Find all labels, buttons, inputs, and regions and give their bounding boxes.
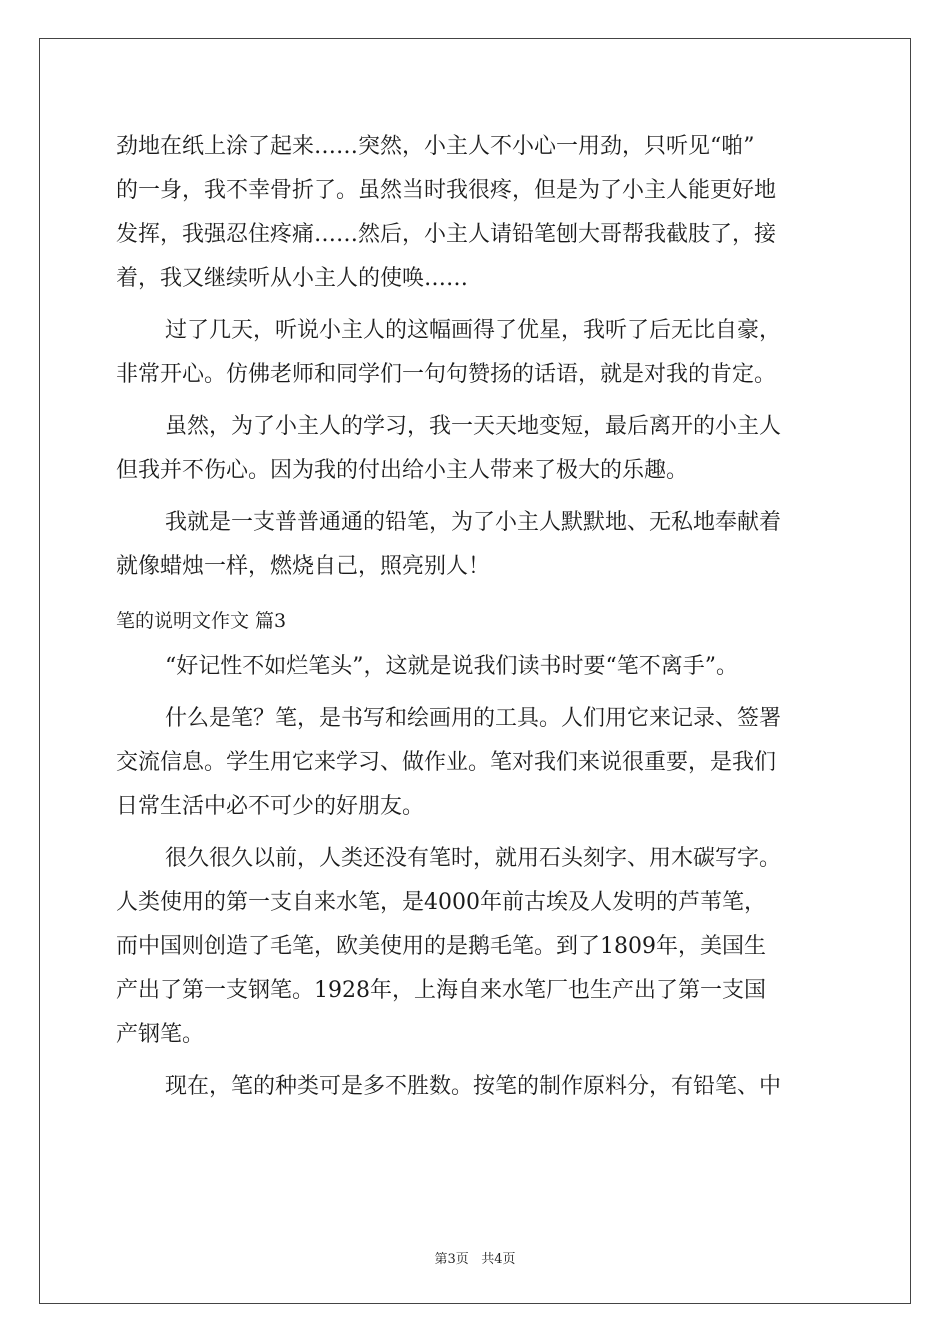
page-total: 共4页 [481, 1252, 516, 1267]
paragraph-gap [116, 1057, 836, 1065]
text-line: 产出了第一支钢笔。1928年，上海自来水笔厂也生产出了第一支国 [116, 978, 766, 1003]
text-line: 产钢笔。 [116, 1022, 205, 1047]
text-line: 的一身，我不幸骨折了。虽然当时我很疼，但是为了小主人能更好地 [116, 178, 777, 203]
paragraph-gap [116, 301, 836, 309]
paragraph [116, 125, 836, 301]
paragraph [116, 405, 836, 493]
essay-part-3 [116, 645, 836, 1117]
text-line: 但我并不伤心。因为我的付出给小主人带来了极大的乐趣。 [116, 458, 689, 483]
text-line: 很久很久以前，人类还没有笔时，就用石头刻字、用木碳写字。 [165, 846, 782, 871]
text-line: 着，我又继续听从小主人的使唤…… [116, 266, 469, 291]
text-line: 劲地在纸上涂了起来……突然，小主人不小心一用劲，只听见“啪” [116, 134, 755, 159]
text-line: 现在，笔的种类可是多不胜数。按笔的制作原料分，有铅笔、中 [165, 1074, 782, 1099]
paragraph-gap [116, 689, 836, 697]
paragraph [116, 1065, 836, 1109]
text-line: 我就是一支普普通通的铅笔，为了小主人默默地、无私地奉献着 [165, 510, 782, 535]
text-line: 什么是笔？笔，是书写和绘画用的工具。人们用它来记录、签署 [165, 706, 782, 731]
paragraph [116, 501, 836, 589]
paragraph [116, 697, 836, 829]
section-title: 笔的说明文作文 篇3 [116, 610, 287, 632]
paragraph-gap [116, 589, 836, 597]
paragraph [116, 309, 836, 397]
text-line: 过了几天，听说小主人的这幅画得了优星，我听了后无比自豪， [165, 318, 782, 343]
text-line: 发挥，我强忍住疼痛……然后，小主人请铅笔刨大哥帮我截肢了，接 [116, 222, 777, 247]
text-line: 人类使用的第一支自来水笔，是4000年前古埃及人发明的芦苇笔， [116, 890, 766, 915]
page-footer [0, 1248, 950, 1267]
paragraph [116, 645, 836, 689]
text-line: “好记性不如烂笔头”，这就是说我们读书时要“笔不离手”。 [165, 654, 738, 679]
text-line: 交流信息。学生用它来学习、做作业。笔对我们来说很重要，是我们 [116, 750, 777, 775]
paragraph-gap [116, 493, 836, 501]
document-body [116, 125, 836, 1117]
text-line: 日常生活中必不可少的好朋友。 [116, 794, 425, 819]
text-line: 而中国则创造了毛笔，欧美使用的是鹅毛笔。到了1809年，美国生 [116, 934, 766, 959]
text-line: 虽然，为了小主人的学习，我一天天地变短，最后离开的小主人 [165, 414, 782, 439]
paragraph-gap [116, 1109, 836, 1117]
page-number: 第3页 [434, 1252, 469, 1267]
essay-part-2-ending [116, 125, 836, 597]
text-line: 就像蜡烛一样，燃烧自己，照亮别人！ [116, 554, 491, 579]
paragraph-gap [116, 397, 836, 405]
text-line: 非常开心。仿佛老师和同学们一句句赞扬的话语，就是对我的肯定。 [116, 362, 777, 387]
paragraph-gap [116, 829, 836, 837]
paragraph [116, 837, 836, 1057]
